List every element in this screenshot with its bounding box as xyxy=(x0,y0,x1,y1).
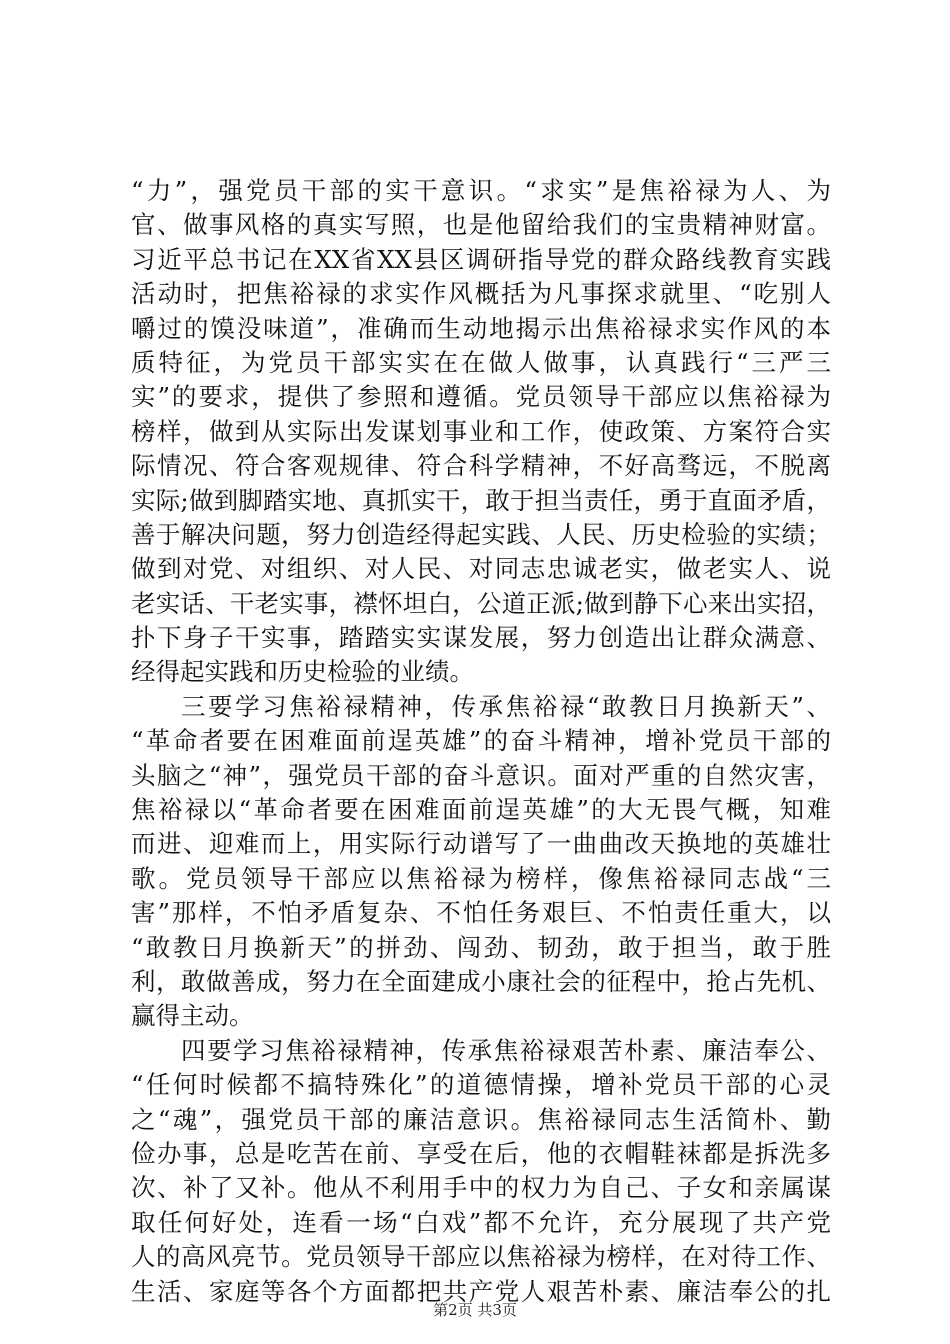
page-footer: 第2页 共3页 xyxy=(433,1301,517,1319)
text-line: 扑下身子干实事，踏踏实实谋发展，努力创造出让群众满意、 xyxy=(131,623,831,653)
text-line: 老实话、干老实事，襟怀坦白，公道正派;做到静下心来出实招， xyxy=(131,588,831,618)
text-line: 经得起实践和历史检验的业绩。 xyxy=(131,657,474,687)
text-line: 赢得主动。 xyxy=(131,1001,254,1031)
text-line: 之“魂”，强党员干部的廉洁意识。焦裕禄同志生活简朴、勤 xyxy=(131,1104,831,1134)
text-line: 活动时，把焦裕禄的求实作风概括为凡事探求就里、“吃别人 xyxy=(131,279,831,309)
text-line: 俭办事，总是吃苦在前、享受在后，他的衣帽鞋袜都是拆洗多 xyxy=(131,1138,831,1168)
text-line: 利，敢做善成，努力在全面建成小康社会的征程中，抢占先机、 xyxy=(131,966,831,996)
text-line: 榜样，做到从实际出发谋划事业和工作，使政策、方案符合实 xyxy=(131,416,831,446)
text-line: 习近平总书记在XX省XX县区调研指导党的群众路线教育实践 xyxy=(131,244,831,274)
text-line: “敢教日月换新天”的拼劲、闯劲、韧劲，敢于担当，敢于胜 xyxy=(131,932,831,962)
text-line: “力”，强党员干部的实干意识。“求实”是焦裕禄为人、为 xyxy=(131,176,831,205)
text-line: 官、做事风格的真实写照，也是他留给我们的宝贵精神财富。 xyxy=(131,210,831,240)
text-line: 做到对党、对组织、对人民、对同志忠诚老实，做老实人、说 xyxy=(131,554,831,584)
text-line: 际情况、符合客观规律、符合科学精神，不好高骛远，不脱离 xyxy=(131,451,831,481)
text-line: 善于解决问题，努力创造经得起实践、人民、历史检验的实绩； xyxy=(131,519,831,549)
text-line: 三要学习焦裕禄精神，传承焦裕禄“敢教日月换新天”、 xyxy=(181,691,831,721)
text-line: 四要学习焦裕禄精神，传承焦裕禄艰苦朴素、廉洁奉公、 xyxy=(181,1035,831,1065)
text-line: 人的高风亮节。党员领导干部应以焦裕禄为榜样，在对待工作、 xyxy=(131,1242,831,1272)
text-line: 歌。党员领导干部应以焦裕禄为榜样，像焦裕禄同志战“三 xyxy=(131,863,831,893)
text-line: 嚼过的馍没味道”，准确而生动地揭示出焦裕禄求实作风的本 xyxy=(131,313,831,343)
text-line: 质特征，为党员干部实实在在做人做事，认真践行“三严三 xyxy=(131,347,831,377)
text-line: 而进、迎难而上，用实际行动谱写了一曲曲改天换地的英雄壮 xyxy=(131,829,831,859)
text-line: “任何时候都不搞特殊化”的道德情操，增补党员干部的心灵 xyxy=(131,1070,831,1100)
document-body xyxy=(131,174,831,1309)
text-line: 取任何好处，连看一场“白戏”都不允许，充分展现了共产党 xyxy=(131,1207,831,1237)
text-line: 焦裕禄以“革命者要在困难面前逞英雄”的大无畏气概，知难 xyxy=(131,795,831,825)
text-line: 生活、家庭等各个方面都把共产党人艰苦朴素、廉洁奉公的扎 xyxy=(131,1276,831,1306)
text-line: “革命者要在困难面前逞英雄”的奋斗精神，增补党员干部的 xyxy=(131,726,831,756)
text-line: 次、补了又补。他从不利用手中的权力为自己、子女和亲属谋 xyxy=(131,1173,831,1203)
text-line: 害”那样，不怕矛盾复杂、不怕任务艰巨、不怕责任重大，以 xyxy=(131,898,831,928)
text-line: 头脑之“神”，强党员干部的奋斗意识。面对严重的自然灾害， xyxy=(131,760,831,790)
text-line: 实际;做到脚踏实地、真抓实干，敢于担当责任，勇于直面矛盾， xyxy=(131,485,831,515)
text-line: 实”的要求，提供了参照和遵循。党员领导干部应以焦裕禄为 xyxy=(131,382,831,412)
